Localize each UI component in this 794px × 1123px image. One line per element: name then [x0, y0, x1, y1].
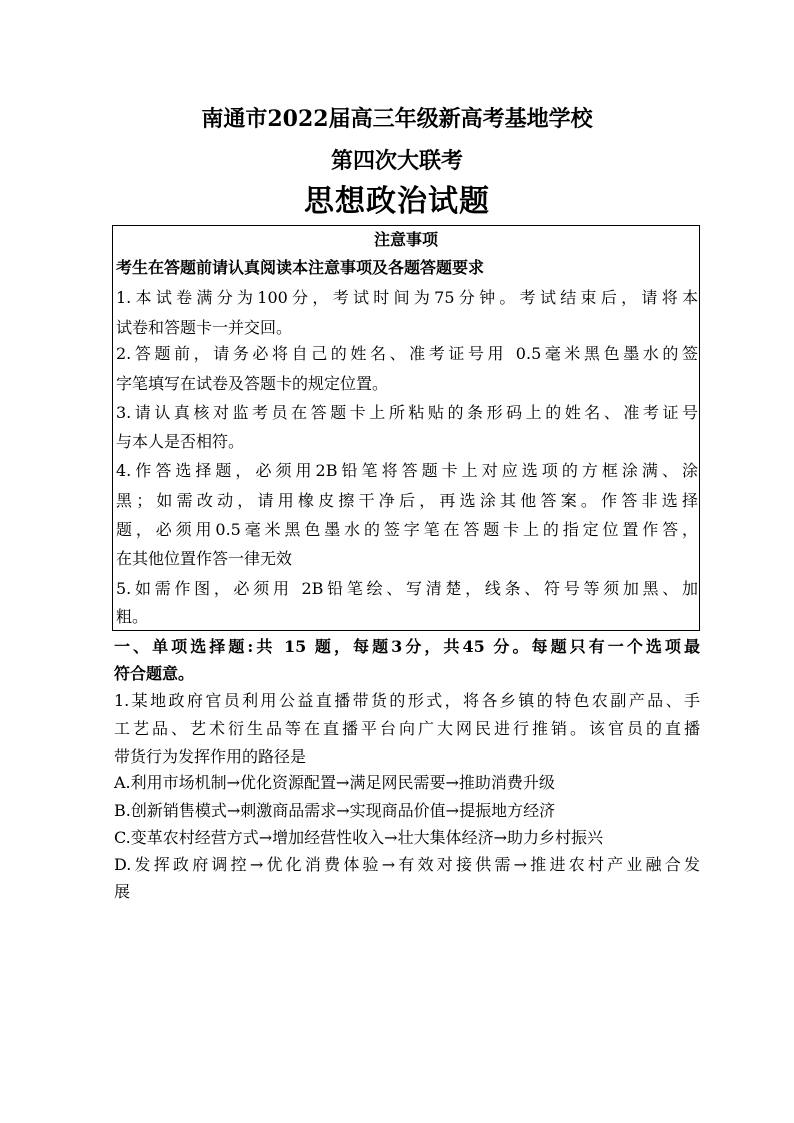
- section-heading-cont: 符合题意。: [114, 664, 195, 683]
- section-heading: 一、单项选择题:共 15 题，每题3分，共45 分。每题只有一个选项最: [114, 637, 700, 656]
- question-stem: 1.某地政府官员利用公益直播带货的形式，将各乡镇的特色农副产品、手: [114, 691, 700, 710]
- notice-line: 4.作答选择题，必须用2B铅笔将答题卡上对应选项的方框涂满、涂: [116, 461, 698, 480]
- notice-line: 在其他位置作答一律无效: [116, 549, 293, 568]
- notice-line: 2.答题前，请务必将自己的姓名、准考证号用 0.5毫米黑色墨水的签: [116, 344, 698, 363]
- option-a: A.利用市场机制→优化资源配置→满足网民需要→推助消费升级: [114, 773, 555, 792]
- notice-subtitle: 考生在答题前请认真阅读本注意事项及各题答题要求: [116, 258, 485, 277]
- question-stem: 工艺品、艺术衍生品等在直播平台向广大网民进行推销。该官员的直播: [114, 719, 700, 738]
- notice-line: 与本人是否相符。: [116, 432, 245, 451]
- notice-line: 1.本试卷满分为100分，考试时间为75分钟。考试结束后，请将本: [116, 288, 698, 307]
- notice-line: 字笔填写在试卷及答题卡的规定位置。: [116, 374, 389, 393]
- exam-header-line1: 南通市2022届高三年级新高考基地学校: [201, 106, 593, 132]
- exam-title: 思想政治试题: [304, 184, 490, 219]
- notice-line: 3.请认真核对监考员在答题卡上所粘贴的条形码上的姓名、准考证号: [116, 403, 698, 422]
- notice-line: 粗。: [116, 607, 149, 626]
- notice-line: 题，必须用0.5毫米黑色墨水的签字笔在答题卡上的指定位置作答，: [116, 520, 698, 539]
- option-d: D.发挥政府调控→优化消费体验→有效对接供需→推进农村产业融合发: [114, 855, 700, 874]
- question-stem: 带货行为发挥作用的路径是: [114, 747, 307, 766]
- option-c: C.变革农村经营方式→增加经营性收入→壮大集体经济→助力乡村振兴: [114, 828, 603, 847]
- option-b: B.创新销售模式→刺激商品需求→实现商品价值→提振地方经济: [114, 801, 556, 820]
- notice-line: 黑；如需改动，请用橡皮擦干净后，再选涂其他答案。作答非选择: [116, 491, 698, 510]
- notice-title: 注意事项: [373, 230, 438, 249]
- option-d-cont: 展: [114, 882, 131, 901]
- exam-header-line2: 第四次大联考: [330, 148, 463, 174]
- notice-line: 试卷和答题卡一并交回。: [116, 318, 293, 337]
- notice-box: [112, 225, 700, 631]
- notice-line: 5.如需作图，必须用 2B铅笔绘、写清楚，线条、符号等须加黑、加: [116, 579, 698, 598]
